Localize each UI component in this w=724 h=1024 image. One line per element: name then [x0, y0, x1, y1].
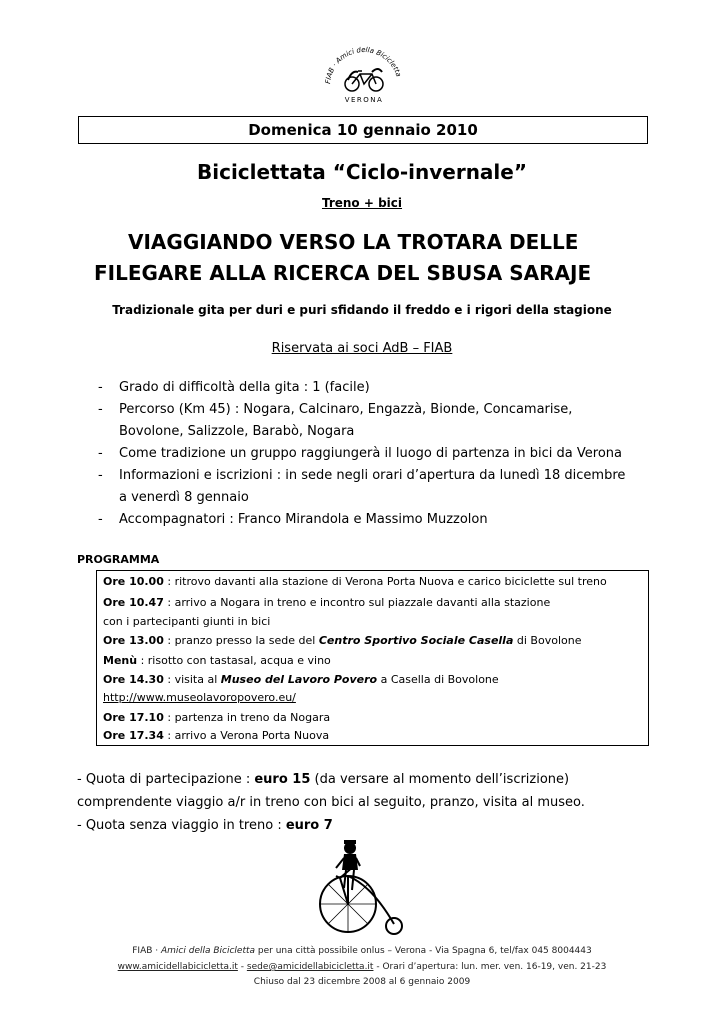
footer-line-1: FIAB · Amici della Bicicletta per una città possibile onlus – Verona - Via Spagna 6, tel/fax 045 8004443: [132, 946, 592, 956]
reserved-note: Riservata ai soci AdB – FIAB: [271, 341, 453, 356]
info-item: - Grado di difficoltà della gita : 1 (facile): [98, 380, 370, 395]
schedule-row: Ore 14.30 : visita al Museo del Lavoro Povero a Casella di Bovolone: [103, 673, 499, 686]
info-list: [98, 377, 698, 531]
programma-heading: PROGRAMMA: [77, 553, 160, 566]
email-link[interactable]: sede@amicidellabicicletta.it: [246, 962, 374, 972]
event-subtitle: Treno + bici: [321, 196, 403, 210]
schedule-row: Ore 13.00 : pranzo presso la sede del Centro Sportivo Sociale Casella di Bovolone: [103, 634, 582, 647]
footer-line-3: Chiuso dal 23 dicembre 2008 al 6 gennaio 2009: [253, 977, 471, 987]
info-item: - Informazioni e iscrizioni : in sede negli orari d’apertura da lunedì 18 dicembre: [98, 468, 626, 483]
schedule-row: Ore 10.00 : ritrovo davanti alla stazione di Verona Porta Nuova e carico biciclette sul treno: [103, 575, 607, 588]
schedule-row: Ore 17.34 : arrivo a Verona Porta Nuova: [103, 729, 330, 742]
programma-box: [96, 570, 649, 746]
quota-line-3: - Quota senza viaggio in treno : euro 7: [77, 818, 333, 833]
headline-line-2: FILEGARE ALLA RICERCA DEL SBUSA SARAJE: [94, 261, 592, 285]
logo-text-bottom: VERONA: [344, 96, 384, 104]
quota-line-2: comprendente viaggio a/r in treno con bici al seguito, pranzo, visita al museo.: [77, 795, 585, 810]
info-item-continuation: a venerdì 8 gennaio: [119, 490, 249, 505]
info-item: - Come tradizione un gruppo raggiungerà il luogo di partenza in bici da Verona: [98, 446, 622, 461]
schedule-row: Ore 17.10 : partenza in treno da Nogara: [103, 711, 331, 724]
quota-line-1: - Quota di partecipazione : euro 15 (da versare al momento dell’iscrizione): [77, 772, 570, 787]
museum-link[interactable]: http://www.museolavoropovero.eu/: [103, 691, 296, 704]
info-item-continuation: Bovolone, Salizzole, Barabò, Nogara: [119, 424, 355, 439]
event-title: Biciclettata “Ciclo-invernale”: [196, 160, 527, 184]
schedule-row: Menù : risotto con tastasal, acqua e vino: [103, 654, 331, 667]
website-link[interactable]: www.amicidellabicicletta.it: [117, 962, 238, 972]
info-item: - Accompagnatori : Franco Mirandola e Massimo Muzzolon: [98, 512, 488, 527]
tagline: Tradizionale gita per duri e puri sfidando il freddo e i rigori della stagione: [112, 303, 612, 317]
svg-text:FIAB · Amici della Bicicletta: [324, 46, 403, 84]
schedule-row: Ore 10.47 : arrivo a Nogara in treno e incontro sul piazzale davanti alla stazione: [103, 596, 551, 609]
schedule-row: con i partecipanti giunti in bici: [103, 615, 271, 628]
event-date: Domenica 10 gennaio 2010: [78, 116, 648, 144]
footer-line-2: www.amicidellabicicletta.it - sede@amicidellabicicletta.it - Orari d’apertura: lun. mer. ven. 16-19, ven. 21-23: [117, 962, 607, 972]
headline-line-1: VIAGGIANDO VERSO LA TROTARA DELLE: [128, 230, 579, 254]
logo-bicycle-icon: [345, 69, 383, 91]
fiab-logo: [322, 44, 406, 106]
info-item: - Percorso (Km 45) : Nogara, Calcinaro, Engazzà, Bionde, Concamarise,: [98, 402, 573, 417]
penny-farthing-icon: [314, 836, 410, 936]
logo-text-top: FIAB · Amici della Bicicletta: [324, 45, 403, 85]
